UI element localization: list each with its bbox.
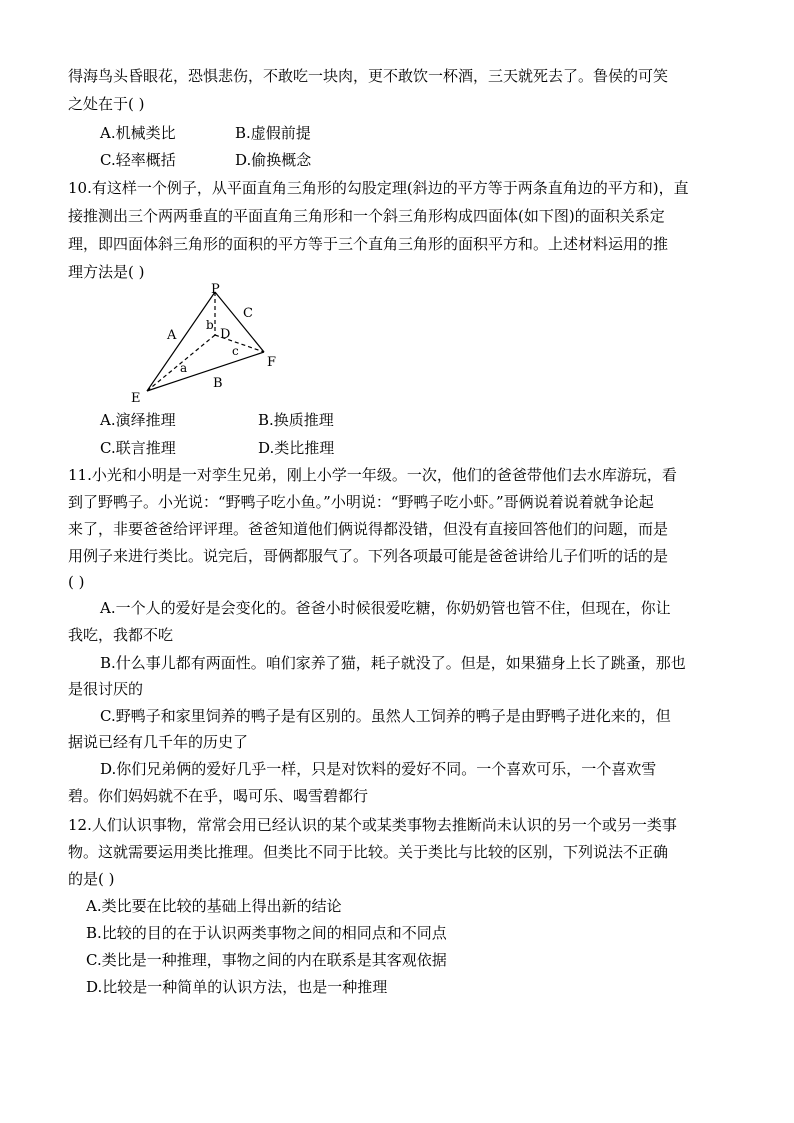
q12-option-c: C.类比是一种推理，事物之间的内在联系是其客观依据 xyxy=(86,951,447,969)
q11-option-d-line1: D.你们兄弟俩的爱好几乎一样，只是对饮料的爱好不同。一个喜欢可乐，一个喜欢雪 xyxy=(100,760,657,778)
q10-stem-line4: 理方法是( ) xyxy=(68,263,145,281)
q11-stem-line3: 来了，非要爸爸给评评理。爸爸知道他们俩说得都没错，但没有直接回答他们的问题，而是 xyxy=(68,520,669,538)
edge-PE xyxy=(147,292,215,391)
q11-option-c-line1: C.野鸭子和家里饲养的鸭子是有区别的。虽然人工饲养的鸭子是由野鸭子进化来的，但 xyxy=(100,707,671,725)
label-D: D xyxy=(220,327,231,342)
q9-option-c: C.轻率概括 xyxy=(100,151,176,169)
q9-option-b: B.虚假前提 xyxy=(235,124,311,142)
label-F: F xyxy=(267,355,277,370)
q12-stem-line1: 12.人们认识事物，常常会用已经认识的某个或某类事物去推断尚未认识的另一个或另一类事 xyxy=(68,816,677,834)
label-b: b xyxy=(206,318,214,332)
q9-option-a: A.机械类比 xyxy=(100,124,176,142)
q11-stem-line5: ( ) xyxy=(68,573,85,591)
edge-EF xyxy=(147,352,264,391)
q9-stem-line1: 得海鸟头昏眼花，恐惧悲伤，不敢吃一块肉，更不敢饮一杯酒，三天就死去了。鲁侯的可笑 xyxy=(68,67,669,85)
q12-option-d: D.比较是一种简单的认识方法，也是一种推理 xyxy=(86,978,388,996)
label-B: B xyxy=(213,376,223,391)
q9-option-d: D.偷换概念 xyxy=(235,151,312,169)
q11-option-b-line1: B.什么事儿都有两面性。咱们家养了猫，耗子就没了。但是，如果猫身上长了跳蚤，那也 xyxy=(100,654,686,672)
label-a: a xyxy=(180,361,188,375)
q11-stem-line1: 11.小光和小明是一对孪生兄弟，刚上小学一年级。一次，他们的爸爸带他们去水库游玩，看 xyxy=(68,466,677,484)
q11-option-c-line2: 据说已经有几千年的历史了 xyxy=(68,733,249,751)
q10-option-d: D.类比推理 xyxy=(258,439,335,457)
edge-PF xyxy=(215,292,264,352)
q12-option-b: B.比较的目的在于认识两类事物之间的相同点和不同点 xyxy=(86,924,447,942)
q10-option-a: A.演绎推理 xyxy=(100,411,176,429)
q11-option-a-line2: 我吃，我都不吃 xyxy=(68,626,174,644)
label-E: E xyxy=(131,391,141,406)
q11-option-b-line2: 是很讨厌的 xyxy=(68,680,144,698)
q11-option-a-line1: A.一个人的爱好是会变化的。爸爸小时候很爱吃糖，你奶奶管也管不住，但现在，你让 xyxy=(100,599,671,617)
q12-stem-line3: 的是( ) xyxy=(68,870,115,888)
q10-stem-line2: 接推测出三个两两垂直的平面直角三角形和一个斜三角形构成四面体(如下图)的面积关系定 xyxy=(68,207,665,225)
q9-stem-line2: 之处在于( ) xyxy=(68,95,145,113)
q10-stem-line1: 10.有这样一个例子，从平面直角三角形的勾股定理(斜边的平方等于两条直角边的平方和)，直 xyxy=(68,179,689,197)
label-C: C xyxy=(243,306,253,321)
q10-option-b: B.换质推理 xyxy=(258,411,334,429)
q11-stem-line4: 用例子来进行类比。说完后，哥俩都服气了。下列各项最可能是爸爸讲给儿子们听的话的是 xyxy=(68,547,669,565)
label-c: c xyxy=(232,344,239,358)
q10-option-c: C.联言推理 xyxy=(100,439,176,457)
label-P: P xyxy=(211,282,220,297)
q12-option-a: A.类比要在比较的基础上得出新的结论 xyxy=(86,897,342,915)
q11-option-d-line2: 碧。你们妈妈就不在乎，喝可乐、喝雪碧都行 xyxy=(68,787,369,805)
label-A: A xyxy=(167,328,177,343)
q11-stem-line2: 到了野鸭子。小光说：“野鸭子吃小鱼。”小明说：“野鸭子吃小虾。”哥俩说着说着就争论起 xyxy=(68,493,654,511)
q12-stem-line2: 物。这就需要运用类比推理。但类比不同于比较。关于类比与比较的区别，下列说法不正确 xyxy=(68,843,669,861)
q10-stem-line3: 理，即四面体斜三角形的面积的平方等于三个直角三角形的面积平方和。上述材料运用的推 xyxy=(68,235,669,253)
tetrahedron-figure xyxy=(125,278,305,408)
